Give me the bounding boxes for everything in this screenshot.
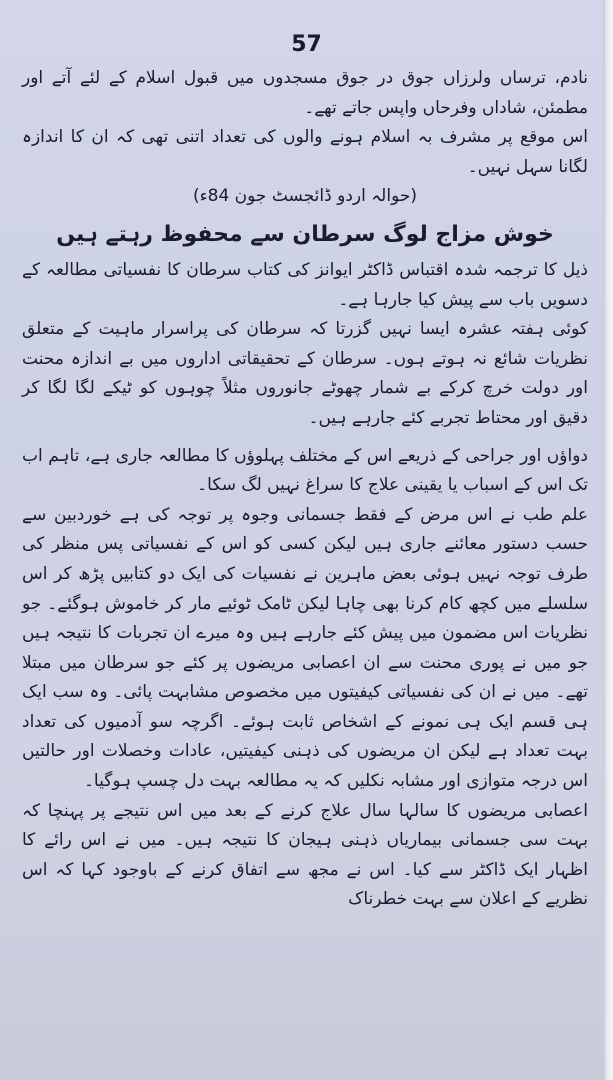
page-number: 57 xyxy=(291,32,322,57)
paragraph-gap xyxy=(22,434,588,442)
paragraph-2: اس موقع پر مشرف بہ اسلام ہونے والوں کی تعداد اتنی تھی کہ ان کا اندازہ لگانا سہل نہیں۔ xyxy=(22,127,588,177)
page-text xyxy=(22,64,588,915)
paragraph-6: اعصابی مریضوں کا سالہا سال علاج کرنے کے بعد میں اس نتیجے پر پہنچا کہ بہت سی جسمانی بیماریاں ذہنی ہیجان کا نتیجہ ہیں۔ میں نے اس رائے کا اظہار ایک ڈاکٹر سے کیا۔ اس نے مجھ سے اتفاق کرنے کے باوجود کہا کہ اس نظریے کے اعلان سے بہت خطرناک xyxy=(22,800,588,910)
page-edge xyxy=(603,0,613,1080)
paragraph-4: دواؤں اور جراحی کے ذریعے اس کے مختلف پہلوؤں کا مطالعہ جاری ہے، تاہم اب تک اس کے اسباب یا یقینی علاج کا سراغ نہیں لگ سکا۔ xyxy=(22,445,588,496)
paragraph-3: کوئی ہفتہ عشرہ ایسا نہیں گزرتا کہ سرطان کی پراسرار ماہیت کے متعلق نظریات شائع نہ ہوتے ہوں۔ سرطان کے تحقیقاتی اداروں میں بے اندازہ محنت اور دولت خرچ کرکے بے شمار چھوٹے جانوروں مثلاً چوہوں کو ٹیکے لگا لگا کر دقیق اور محتاط تجربے کئے جارہے ہیں۔ xyxy=(22,319,588,428)
paragraph-1: نادم، ترساں ولرزاں جوق در جوق مسجدوں میں قبول اسلام کے لئے آتے اور مطمئن، شاداں وفرحاں واپس جاتے تھے۔ xyxy=(22,68,588,118)
paragraph-intro: ذیل کا ترجمہ شدہ اقتباس ڈاکٹر ایوانز کی کتاب سرطان کا نفسیاتی مطالعہ کے دسویں باب سے پیش کیا جارہا ہے۔ xyxy=(22,259,588,310)
reference-citation: (حوالہ اردو ڈائجسٹ جون 84ء) xyxy=(192,186,418,207)
paragraph-5: علم طب نے اس مرض کے فقط جسمانی وجوہ پر توجہ کی ہے خوردبین سے حسب دستور معائنے جاری ہیں لیکن کسی کو اس کے نفسیاتی پس منظر کی طرف توجہ نہیں ہوئی بعض ماہرین نے نفسیات کی ایک دو کتابیں پڑھ کر اس سلسلے میں کچھ کام کرنا بھی چاہا لیکن ٹامک ٹوئیے مار کر خاموش ہوگئے۔ جو نظریات اس مضمون میں پیش کئے جارہے ہیں وہ میرے ان تجربات کا نتیجہ ہیں جو میں نے پوری محنت سے ان اعصابی مریضوں پر کئے جو سرطان میں مبتلا تھے۔ میں نے ان کی نفسیاتی کیفیتوں میں مخصوص مشابہت پائی۔ وہ سب ایک ہی قسم ایک ہی نمونے کے اشخاص ثابت ہوئے۔ اگرچہ سو آدمیوں کی تعداد بہت تعداد ہے لیکن ان مریضوں کی ذہنی کیفیتیں، عادات وخصلات اور حالتیں اس درجہ متوازی اور مشابہ نکلیں کہ یہ مطالعہ بہت دل چسپ ہوگیا۔ xyxy=(22,504,588,792)
section-heading: خوش مزاج لوگ سرطان سے محفوظ رہتے ہیں xyxy=(56,221,554,247)
